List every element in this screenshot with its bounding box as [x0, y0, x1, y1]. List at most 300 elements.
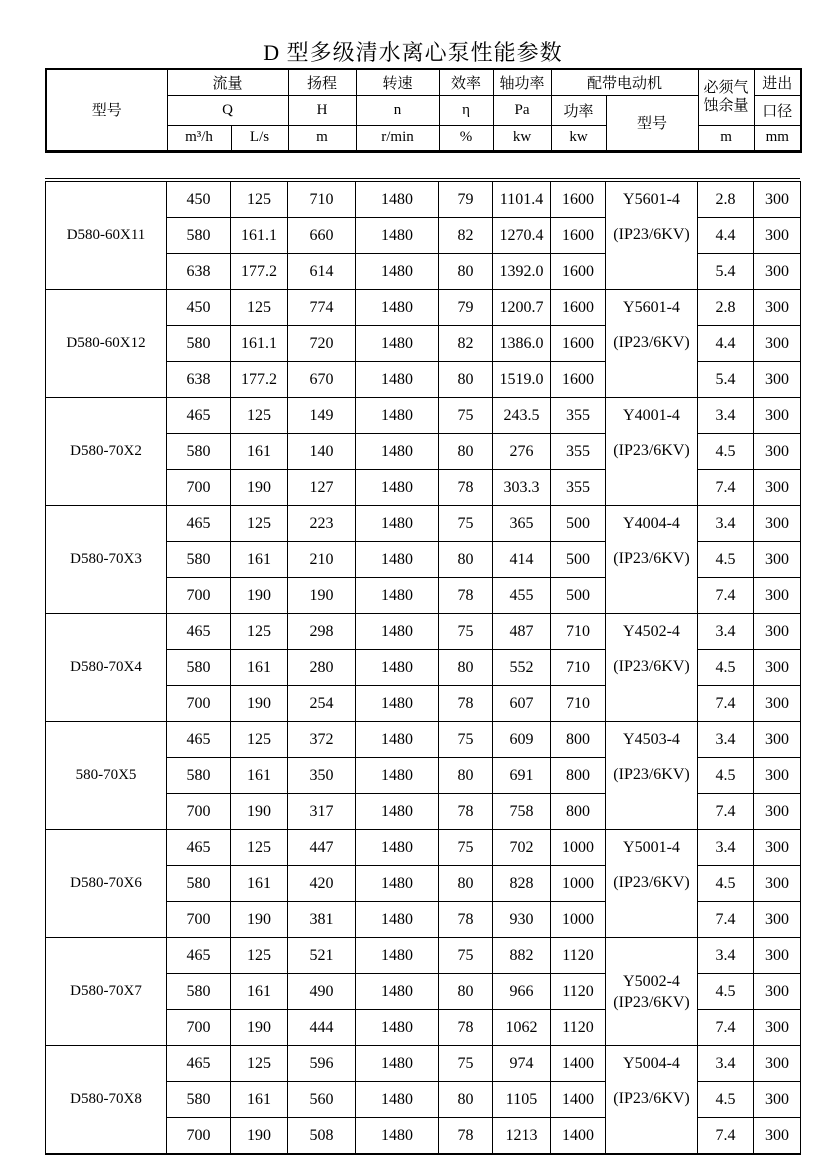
cell-dia: 300	[754, 650, 801, 686]
cell-motor_kw: 1000	[551, 902, 606, 938]
cell-q_ls: 161.1	[231, 218, 288, 254]
cell-dia: 300	[754, 686, 801, 722]
cell-shaft_kw: 1200.7	[493, 290, 551, 326]
cell-q_m3h: 700	[167, 1118, 231, 1155]
cell-shaft_kw: 243.5	[493, 398, 551, 434]
cell-q_m3h: 700	[167, 902, 231, 938]
cell-speed: 1480	[356, 830, 439, 866]
cell-eff: 75	[439, 398, 493, 434]
motor-cell	[606, 182, 698, 290]
pump-model-cell: D580-60X12	[46, 290, 167, 398]
motor-model-line: Y5002-4	[623, 972, 680, 990]
cell-q_m3h: 700	[167, 686, 231, 722]
cell-dia: 300	[754, 542, 801, 578]
motor-cell	[606, 722, 698, 830]
motor-cell	[606, 290, 698, 398]
cell-head: 127	[288, 470, 356, 506]
cell-head: 420	[288, 866, 356, 902]
header-speed-symbol: n	[356, 95, 439, 125]
pump-model-cell: D580-70X3	[46, 506, 167, 614]
motor-cell	[606, 506, 698, 614]
cell-eff: 75	[439, 938, 493, 974]
header-motor: 配带电动机	[551, 69, 698, 95]
pump-model-cell: D580-70X7	[46, 938, 167, 1046]
motor-ip-line: (IP23/6KV)	[613, 334, 690, 351]
pump-model-cell: D580-70X2	[46, 398, 167, 506]
cell-q_ls: 190	[231, 686, 288, 722]
cell-speed: 1480	[356, 758, 439, 794]
cell-speed: 1480	[356, 938, 439, 974]
cell-motor_kw: 1600	[551, 254, 606, 290]
header-head-symbol: H	[288, 95, 356, 125]
cell-q_m3h: 450	[167, 182, 231, 218]
cell-speed: 1480	[356, 614, 439, 650]
header-flow-unit-m3h: m³/h	[167, 125, 231, 151]
cell-q_ls: 161.1	[231, 326, 288, 362]
cell-npsh: 4.5	[698, 650, 754, 686]
cell-motor_kw: 1600	[551, 218, 606, 254]
cell-q_m3h: 580	[167, 326, 231, 362]
cell-head: 774	[288, 290, 356, 326]
cell-head: 596	[288, 1046, 356, 1082]
cell-shaft_kw: 609	[493, 722, 551, 758]
cell-motor_kw: 1120	[551, 974, 606, 1010]
cell-dia: 300	[754, 182, 801, 218]
cell-q_m3h: 450	[167, 290, 231, 326]
header-speed: 转速	[356, 69, 439, 95]
cell-q_ls: 161	[231, 1082, 288, 1118]
motor-ip-line: (IP23/6KV)	[613, 550, 690, 567]
cell-speed: 1480	[356, 506, 439, 542]
cell-speed: 1480	[356, 1082, 439, 1118]
cell-speed: 1480	[356, 362, 439, 398]
motor-model-line: Y4503-4	[623, 731, 680, 748]
cell-dia: 300	[754, 902, 801, 938]
cell-motor_kw: 1400	[551, 1082, 606, 1118]
cell-eff: 80	[439, 650, 493, 686]
cell-dia: 300	[754, 1118, 801, 1155]
cell-head: 149	[288, 398, 356, 434]
cell-q_ls: 190	[231, 578, 288, 614]
header-port-line2: 口径	[754, 95, 801, 125]
cell-npsh: 3.4	[698, 614, 754, 650]
motor-model-line: Y5001-4	[623, 839, 680, 856]
cell-motor_kw: 1400	[551, 1046, 606, 1082]
cell-eff: 82	[439, 218, 493, 254]
cell-eff: 79	[439, 290, 493, 326]
cell-shaft_kw: 487	[493, 614, 551, 650]
table-row	[46, 1046, 801, 1082]
motor-ip-line: (IP23/6KV)	[613, 1090, 690, 1107]
cell-eff: 80	[439, 542, 493, 578]
header-shaft-power-unit: kw	[493, 125, 551, 151]
cell-q_m3h: 465	[167, 614, 231, 650]
cell-eff: 80	[439, 434, 493, 470]
header-flow-unit-ls: L/s	[231, 125, 288, 151]
cell-q_m3h: 465	[167, 1046, 231, 1082]
cell-speed: 1480	[356, 902, 439, 938]
table-row	[46, 614, 801, 650]
table-row	[46, 182, 801, 218]
cell-shaft_kw: 1392.0	[493, 254, 551, 290]
cell-q_m3h: 580	[167, 650, 231, 686]
header-port-unit: mm	[754, 125, 801, 151]
cell-dia: 300	[754, 866, 801, 902]
cell-eff: 78	[439, 902, 493, 938]
header-motor-power-unit: kw	[551, 125, 606, 151]
cell-motor_kw: 355	[551, 470, 606, 506]
header-head: 扬程	[288, 69, 356, 95]
cell-q_ls: 161	[231, 542, 288, 578]
cell-npsh: 4.4	[698, 326, 754, 362]
cell-npsh: 3.4	[698, 398, 754, 434]
header-speed-unit: r/min	[356, 125, 439, 151]
cell-shaft_kw: 303.3	[493, 470, 551, 506]
cell-dia: 300	[754, 1046, 801, 1082]
cell-motor_kw: 500	[551, 542, 606, 578]
cell-q_ls: 125	[231, 830, 288, 866]
cell-speed: 1480	[356, 470, 439, 506]
cell-q_ls: 190	[231, 1010, 288, 1046]
motor-model-line: Y5004-4	[623, 1055, 680, 1072]
motor-cell	[606, 614, 698, 722]
cell-motor_kw: 1120	[551, 938, 606, 974]
cell-speed: 1480	[356, 974, 439, 1010]
cell-speed: 1480	[356, 434, 439, 470]
cell-shaft_kw: 974	[493, 1046, 551, 1082]
cell-dia: 300	[754, 506, 801, 542]
header-npsh-unit: m	[698, 125, 754, 151]
cell-motor_kw: 500	[551, 506, 606, 542]
cell-npsh: 4.4	[698, 218, 754, 254]
cell-q_ls: 125	[231, 290, 288, 326]
cell-shaft_kw: 758	[493, 794, 551, 830]
performance-table-body-wrap	[45, 178, 800, 1155]
cell-npsh: 4.5	[698, 542, 754, 578]
cell-eff: 79	[439, 182, 493, 218]
cell-dia: 300	[754, 974, 801, 1010]
cell-head: 614	[288, 254, 356, 290]
table-row	[46, 290, 801, 326]
header-motor-model: 型号	[606, 95, 698, 151]
cell-eff: 78	[439, 794, 493, 830]
cell-motor_kw: 710	[551, 650, 606, 686]
cell-motor_kw: 1120	[551, 1010, 606, 1046]
cell-shaft_kw: 966	[493, 974, 551, 1010]
cell-head: 670	[288, 362, 356, 398]
motor-model-line: Y4502-4	[623, 623, 680, 640]
motor-cell	[606, 938, 698, 1046]
cell-npsh: 2.8	[698, 290, 754, 326]
cell-head: 710	[288, 182, 356, 218]
cell-dia: 300	[754, 1082, 801, 1118]
cell-motor_kw: 1600	[551, 182, 606, 218]
cell-shaft_kw: 414	[493, 542, 551, 578]
motor-ip-line: (IP23/6KV)	[613, 658, 690, 675]
performance-table-body	[45, 181, 801, 1155]
pump-rows	[46, 182, 801, 1155]
cell-q_ls: 161	[231, 758, 288, 794]
cell-speed: 1480	[356, 686, 439, 722]
header-flow: 流量	[167, 69, 288, 95]
motor-ip-line: (IP23/6KV)	[613, 766, 690, 783]
cell-head: 210	[288, 542, 356, 578]
cell-q_ls: 190	[231, 794, 288, 830]
cell-head: 720	[288, 326, 356, 362]
cell-shaft_kw: 930	[493, 902, 551, 938]
cell-eff: 75	[439, 830, 493, 866]
cell-shaft_kw: 1105	[493, 1082, 551, 1118]
cell-head: 254	[288, 686, 356, 722]
cell-q_ls: 125	[231, 182, 288, 218]
cell-q_m3h: 700	[167, 470, 231, 506]
cell-npsh: 3.4	[698, 830, 754, 866]
cell-head: 317	[288, 794, 356, 830]
motor-model-line: Y4001-4	[623, 407, 680, 424]
cell-q_m3h: 465	[167, 506, 231, 542]
cell-motor_kw: 500	[551, 578, 606, 614]
cell-q_ls: 177.2	[231, 362, 288, 398]
cell-speed: 1480	[356, 290, 439, 326]
cell-q_m3h: 465	[167, 722, 231, 758]
cell-motor_kw: 800	[551, 722, 606, 758]
cell-head: 508	[288, 1118, 356, 1155]
cell-dia: 300	[754, 578, 801, 614]
pump-model-cell: D580-70X8	[46, 1046, 167, 1155]
cell-head: 298	[288, 614, 356, 650]
cell-npsh: 5.4	[698, 254, 754, 290]
cell-q_ls: 161	[231, 866, 288, 902]
motor-cell	[606, 1046, 698, 1155]
cell-q_m3h: 700	[167, 578, 231, 614]
pump-model-cell: D580-70X6	[46, 830, 167, 938]
header-shaft-power: 轴功率	[493, 69, 551, 95]
cell-q_ls: 177.2	[231, 254, 288, 290]
cell-speed: 1480	[356, 866, 439, 902]
cell-npsh: 4.5	[698, 434, 754, 470]
header-efficiency-symbol: η	[439, 95, 493, 125]
header-model: 型号	[46, 69, 167, 151]
cell-shaft_kw: 828	[493, 866, 551, 902]
cell-q_m3h: 580	[167, 542, 231, 578]
cell-speed: 1480	[356, 650, 439, 686]
cell-q_ls: 190	[231, 1118, 288, 1155]
cell-speed: 1480	[356, 1046, 439, 1082]
cell-shaft_kw: 1101.4	[493, 182, 551, 218]
cell-head: 223	[288, 506, 356, 542]
motor-model-line: Y5601-4	[623, 191, 680, 208]
page-title: D 型多级清水离心泵性能参数	[263, 40, 563, 65]
cell-q_ls: 161	[231, 974, 288, 1010]
header-head-unit: m	[288, 125, 356, 151]
cell-q_m3h: 638	[167, 254, 231, 290]
cell-q_ls: 125	[231, 1046, 288, 1082]
cell-shaft_kw: 1270.4	[493, 218, 551, 254]
cell-motor_kw: 1000	[551, 866, 606, 902]
pump-model-cell: D580-70X4	[46, 614, 167, 722]
cell-npsh: 3.4	[698, 506, 754, 542]
header-port-line1: 进出	[754, 69, 801, 95]
cell-eff: 75	[439, 506, 493, 542]
cell-motor_kw: 1000	[551, 830, 606, 866]
cell-speed: 1480	[356, 542, 439, 578]
cell-speed: 1480	[356, 254, 439, 290]
cell-eff: 80	[439, 254, 493, 290]
cell-eff: 80	[439, 1082, 493, 1118]
cell-eff: 78	[439, 578, 493, 614]
cell-dia: 300	[754, 398, 801, 434]
cell-dia: 300	[754, 830, 801, 866]
header-shaft-power-symbol: Pa	[493, 95, 551, 125]
cell-dia: 300	[754, 938, 801, 974]
cell-q_m3h: 580	[167, 758, 231, 794]
table-row	[46, 506, 801, 542]
cell-eff: 80	[439, 974, 493, 1010]
cell-shaft_kw: 702	[493, 830, 551, 866]
cell-q_ls: 125	[231, 938, 288, 974]
cell-npsh: 7.4	[698, 578, 754, 614]
cell-eff: 78	[439, 1010, 493, 1046]
performance-table-header	[45, 68, 802, 153]
cell-speed: 1480	[356, 182, 439, 218]
cell-head: 660	[288, 218, 356, 254]
cell-dia: 300	[754, 326, 801, 362]
cell-q_ls: 125	[231, 614, 288, 650]
cell-q_ls: 161	[231, 434, 288, 470]
cell-dia: 300	[754, 362, 801, 398]
table-row	[46, 938, 801, 974]
cell-dia: 300	[754, 290, 801, 326]
cell-shaft_kw: 1062	[493, 1010, 551, 1046]
table-row	[46, 722, 801, 758]
motor-cell	[606, 830, 698, 938]
cell-eff: 75	[439, 722, 493, 758]
cell-eff: 78	[439, 470, 493, 506]
cell-npsh: 3.4	[698, 938, 754, 974]
cell-npsh: 2.8	[698, 182, 754, 218]
cell-motor_kw: 1600	[551, 362, 606, 398]
cell-speed: 1480	[356, 578, 439, 614]
cell-q_ls: 190	[231, 470, 288, 506]
motor-ip-line: (IP23/6KV)	[613, 442, 690, 459]
cell-head: 447	[288, 830, 356, 866]
cell-motor_kw: 800	[551, 794, 606, 830]
cell-head: 140	[288, 434, 356, 470]
cell-motor_kw: 710	[551, 686, 606, 722]
cell-head: 350	[288, 758, 356, 794]
cell-npsh: 4.5	[698, 758, 754, 794]
cell-head: 381	[288, 902, 356, 938]
cell-npsh: 4.5	[698, 866, 754, 902]
table-row	[46, 398, 801, 434]
cell-head: 372	[288, 722, 356, 758]
cell-q_m3h: 638	[167, 362, 231, 398]
cell-q_m3h: 465	[167, 938, 231, 974]
cell-q_m3h: 465	[167, 830, 231, 866]
cell-dia: 300	[754, 758, 801, 794]
pump-model-cell: 580-70X5	[46, 722, 167, 830]
cell-speed: 1480	[356, 398, 439, 434]
cell-dia: 300	[754, 254, 801, 290]
cell-q_ls: 161	[231, 650, 288, 686]
motor-ip-line: (IP23/6KV)	[613, 993, 690, 1011]
cell-q_m3h: 580	[167, 866, 231, 902]
cell-shaft_kw: 1386.0	[493, 326, 551, 362]
cell-eff: 75	[439, 614, 493, 650]
cell-head: 521	[288, 938, 356, 974]
motor-model-line: Y4004-4	[623, 515, 680, 532]
cell-dia: 300	[754, 722, 801, 758]
header-efficiency: 效率	[439, 69, 493, 95]
cell-dia: 300	[754, 218, 801, 254]
motor-cell	[606, 398, 698, 506]
cell-motor_kw: 355	[551, 434, 606, 470]
cell-q_m3h: 580	[167, 974, 231, 1010]
cell-shaft_kw: 1213	[493, 1118, 551, 1155]
cell-npsh: 7.4	[698, 686, 754, 722]
cell-npsh: 7.4	[698, 1010, 754, 1046]
cell-motor_kw: 710	[551, 614, 606, 650]
cell-npsh: 4.5	[698, 974, 754, 1010]
pump-model-cell: D580-60X11	[46, 182, 167, 290]
cell-eff: 80	[439, 866, 493, 902]
cell-npsh: 4.5	[698, 1082, 754, 1118]
motor-ip-line: (IP23/6KV)	[613, 226, 690, 243]
cell-q_ls: 125	[231, 722, 288, 758]
header-efficiency-unit: %	[439, 125, 493, 151]
cell-q_m3h: 580	[167, 1082, 231, 1118]
cell-eff: 80	[439, 362, 493, 398]
cell-motor_kw: 355	[551, 398, 606, 434]
cell-speed: 1480	[356, 794, 439, 830]
cell-head: 280	[288, 650, 356, 686]
cell-npsh: 7.4	[698, 902, 754, 938]
cell-shaft_kw: 691	[493, 758, 551, 794]
cell-eff: 78	[439, 686, 493, 722]
cell-speed: 1480	[356, 722, 439, 758]
cell-motor_kw: 800	[551, 758, 606, 794]
cell-shaft_kw: 276	[493, 434, 551, 470]
cell-shaft_kw: 1519.0	[493, 362, 551, 398]
cell-npsh: 5.4	[698, 362, 754, 398]
cell-speed: 1480	[356, 326, 439, 362]
motor-ip-line: (IP23/6KV)	[613, 874, 690, 891]
cell-shaft_kw: 455	[493, 578, 551, 614]
motor-model-line: Y5601-4	[623, 299, 680, 316]
cell-dia: 300	[754, 1010, 801, 1046]
cell-npsh: 7.4	[698, 1118, 754, 1155]
cell-motor_kw: 1600	[551, 290, 606, 326]
cell-eff: 80	[439, 758, 493, 794]
cell-dia: 300	[754, 470, 801, 506]
cell-speed: 1480	[356, 218, 439, 254]
cell-shaft_kw: 365	[493, 506, 551, 542]
cell-eff: 75	[439, 1046, 493, 1082]
cell-q_ls: 125	[231, 398, 288, 434]
cell-dia: 300	[754, 434, 801, 470]
cell-shaft_kw: 552	[493, 650, 551, 686]
cell-shaft_kw: 607	[493, 686, 551, 722]
cell-head: 490	[288, 974, 356, 1010]
header-motor-power: 功率	[551, 95, 606, 125]
cell-q_m3h: 700	[167, 794, 231, 830]
cell-q_m3h: 700	[167, 1010, 231, 1046]
header-npsh: 必须气蚀余量	[698, 69, 754, 125]
cell-eff: 82	[439, 326, 493, 362]
cell-motor_kw: 1600	[551, 326, 606, 362]
cell-q_ls: 190	[231, 902, 288, 938]
cell-q_m3h: 465	[167, 398, 231, 434]
